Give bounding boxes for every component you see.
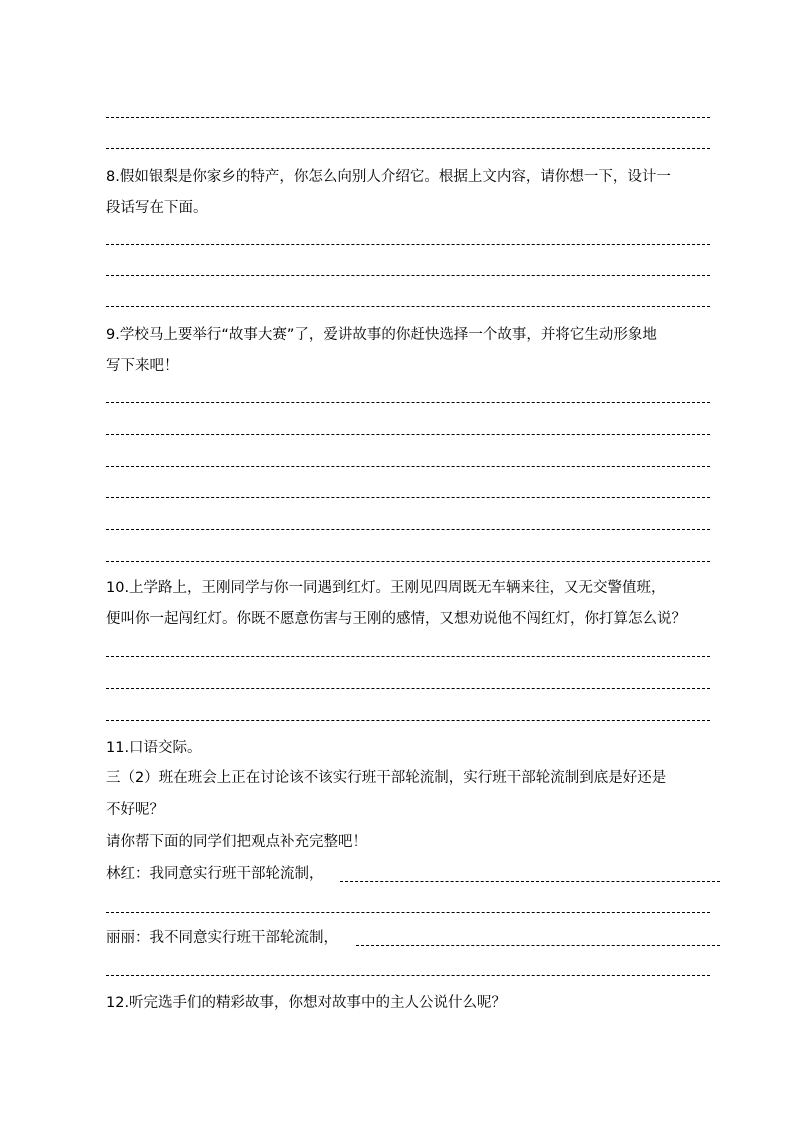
answer-line	[340, 881, 720, 882]
question-8-text-line1: 8.假如银梨是你家乡的特产，你怎么向别人介绍它。根据上文内容，请你想一下，设计一	[106, 169, 671, 185]
question-8-text-line2: 段话写在下面。	[106, 200, 208, 216]
question-11-title: 11.口语交际。	[106, 740, 202, 756]
question-9-text-line2: 写下来吧！	[106, 358, 179, 374]
question-9-text-line1: 9.学校马上要举行“故事大赛”了，爱讲故事的你赶快选择一个故事，并将它生动形象地	[106, 327, 657, 343]
answer-line	[106, 688, 710, 689]
answer-line	[106, 975, 710, 976]
answer-line	[106, 434, 710, 435]
answer-line	[106, 117, 710, 118]
answer-line	[106, 720, 710, 721]
answer-line	[356, 945, 720, 946]
answer-line	[106, 275, 710, 276]
answer-line	[106, 561, 710, 562]
answer-line	[106, 466, 710, 467]
answer-line	[106, 244, 710, 245]
answer-line	[106, 656, 710, 657]
answer-line	[106, 306, 710, 307]
linhong-statement: 林红：我同意实行班干部轮流制，	[106, 866, 324, 882]
answer-line	[106, 529, 710, 530]
question-10-text-line2: 便叫你一起闯红灯。你既不愿意伤害与王刚的感情，又想劝说他不闯红灯，你打算怎么说？	[106, 611, 686, 627]
question-11-text-line1: 三（2）班在班会上正在讨论该不该实行班干部轮流制，实行班干部轮流制到底是好还是	[106, 770, 667, 786]
question-11-text-line2: 不好呢？	[106, 802, 164, 818]
answer-line	[106, 148, 710, 149]
question-12-text: 12.听完选手们的精彩故事，你想对故事中的主人公说什么呢？	[106, 995, 507, 1011]
lili-statement: 丽丽：我不同意实行班干部轮流制，	[106, 930, 338, 946]
question-11-prompt: 请你帮下面的同学们把观点补充完整吧！	[106, 834, 367, 850]
answer-line	[106, 497, 710, 498]
answer-line	[106, 912, 710, 913]
question-10-text-line1: 10.上学路上，王刚同学与你一同遇到红灯。王刚见四周既无车辆来往，又无交警值班，	[106, 580, 666, 596]
answer-line	[106, 402, 710, 403]
